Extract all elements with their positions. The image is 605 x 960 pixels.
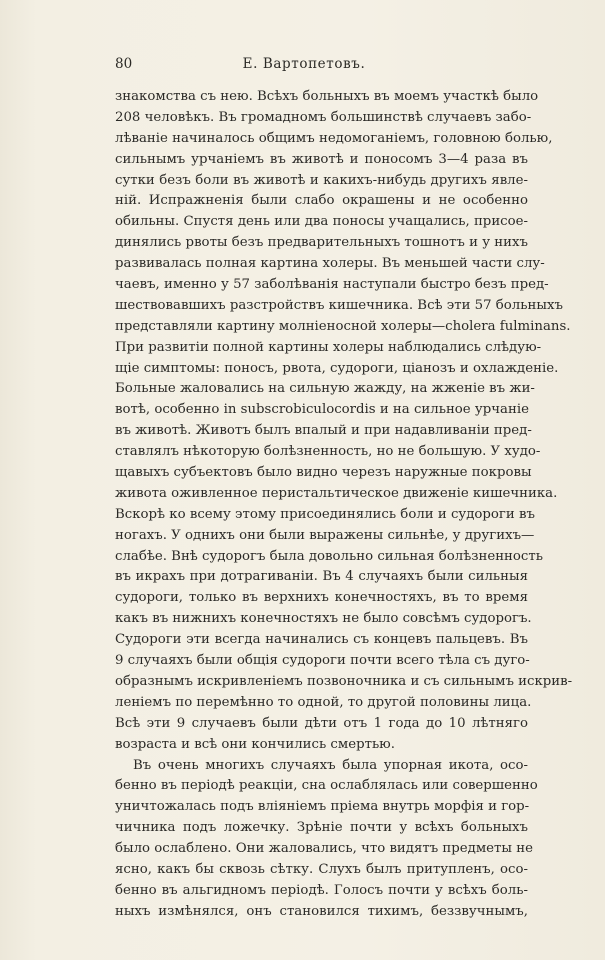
text-line: щіе симптомы: поносъ, рвота, судороги, ціанозъ и охлажденіе. — [115, 360, 559, 376]
text-line: бенно въ альгидномъ періодѣ. Голосъ почти у всѣхъ боль- — [115, 882, 528, 898]
text-line: шествовавшихъ разстройствъ кишечника. Всѣ эти 57 больныхъ — [115, 297, 563, 313]
text-line: было ослаблено. Они жаловались, что видятъ предметы не — [115, 841, 533, 857]
body-text — [115, 87, 573, 923]
text-line: 9 случаяхъ были общія судороги почти всего тѣла съ дуго- — [115, 653, 530, 669]
text-line: При развитіи полной картины холеры наблюдались слѣдую- — [115, 339, 542, 355]
text-line: чаевъ, именно у 57 заболѣванія наступали быстро безъ пред- — [115, 277, 549, 293]
text-line: ній. Испражненія были слабо окрашены и не особенно — [115, 193, 528, 209]
text-line: ясно, какъ бы сквозь сѣтку. Слухъ былъ притупленъ, осо- — [115, 861, 528, 877]
text-line: сутки безъ боли въ животѣ и какихъ-нибудь другихъ явле- — [115, 172, 528, 188]
text-line: чичника подъ ложечку. Зрѣніе почти у всѣхъ больныхъ — [115, 820, 528, 836]
text-line: возраста и всѣ они кончились смертью. — [115, 736, 395, 752]
text-line: Всѣ эти 9 случаевъ были дѣти отъ 1 года до 10 лѣтняго — [115, 715, 528, 731]
text-line: щавыхъ субъектовъ было видно черезъ наружные покровы — [115, 465, 532, 481]
text-line: образнымъ искривленіемъ позвоночника и съ сильнымъ искрив- — [115, 673, 573, 689]
text-line: Вскорѣ ко всему этому присоединялись боли и судороги въ — [115, 506, 535, 522]
text-line: какъ въ нижнихъ конечностяхъ не было совсѣмъ судорогъ. — [115, 611, 532, 627]
page-header — [115, 56, 493, 78]
text-line: слабѣе. Внѣ судорогъ была довольно сильная болѣзненность — [115, 548, 543, 564]
text-line: обильны. Спустя день или два поносы учащались, присое- — [115, 214, 528, 230]
text-line: ныхъ измѣнялся, онъ становился тихимъ, беззвучнымъ, — [115, 903, 528, 919]
text-line: въ животѣ. Животъ былъ впалый и при надавливаніи пред- — [115, 423, 532, 439]
text-line: Судороги эти всегда начинались съ концевъ пальцевъ. Въ — [115, 632, 528, 648]
text-line: динялись рвоты безъ предварительныхъ тошнотъ и у нихъ — [115, 235, 528, 251]
text-line: вотѣ, особенно in subscrobiculocordis и на сильное урчаніе — [115, 402, 529, 418]
text-line: Въ очень многихъ случаяхъ была упорная икота, осо- — [133, 757, 528, 773]
text-line: живота оживленное перистальтическое движеніе кишечника. — [115, 485, 558, 501]
text-line: судороги, только въ верхнихъ конечностяхъ, въ то время — [115, 590, 528, 606]
text-line: ногахъ. У однихъ они были выражены сильнѣе, у другихъ— — [115, 527, 535, 543]
text-line: развивалась полная картина холеры. Въ меньшей части слу- — [115, 256, 545, 272]
text-line: представляли картину молніеносной холеры—cholera fulminans. — [115, 318, 571, 334]
text-line: ставлялъ нѣкоторую болѣзненность, но не большую. У худо- — [115, 444, 541, 460]
running-title: Е. Вартопетовъ. — [242, 56, 366, 72]
text-line: Больные жаловались на сильную жажду, на жженіе въ жи- — [115, 381, 535, 397]
text-line: лѣваніе начиналось общимъ недомоганіемъ, головною болью, — [115, 130, 553, 146]
page-number: 80 — [115, 56, 133, 72]
text-line: сильнымъ урчаніемъ въ животѣ и поносомъ 3—4 раза въ — [115, 151, 528, 167]
text-line: знакомства съ нею. Всѣхъ больныхъ въ моемъ участкѣ было — [115, 89, 539, 104]
text-line: уничтожалась подъ вліяніемъ пріема внутрь морфія и гор- — [115, 799, 530, 815]
text-line: 208 человѣкъ. Въ громадномъ большинствѣ случаевъ забо- — [115, 109, 532, 125]
text-line: въ икрахъ при дотрагиваніи. Въ 4 случаяхъ были сильныя — [115, 569, 528, 585]
text-line: бенно въ періодѣ реакціи, сна ослаблялась или совершенно — [115, 778, 538, 794]
text-line: леніемъ по перемѣнно то одной, то другой половины лица. — [115, 694, 532, 710]
